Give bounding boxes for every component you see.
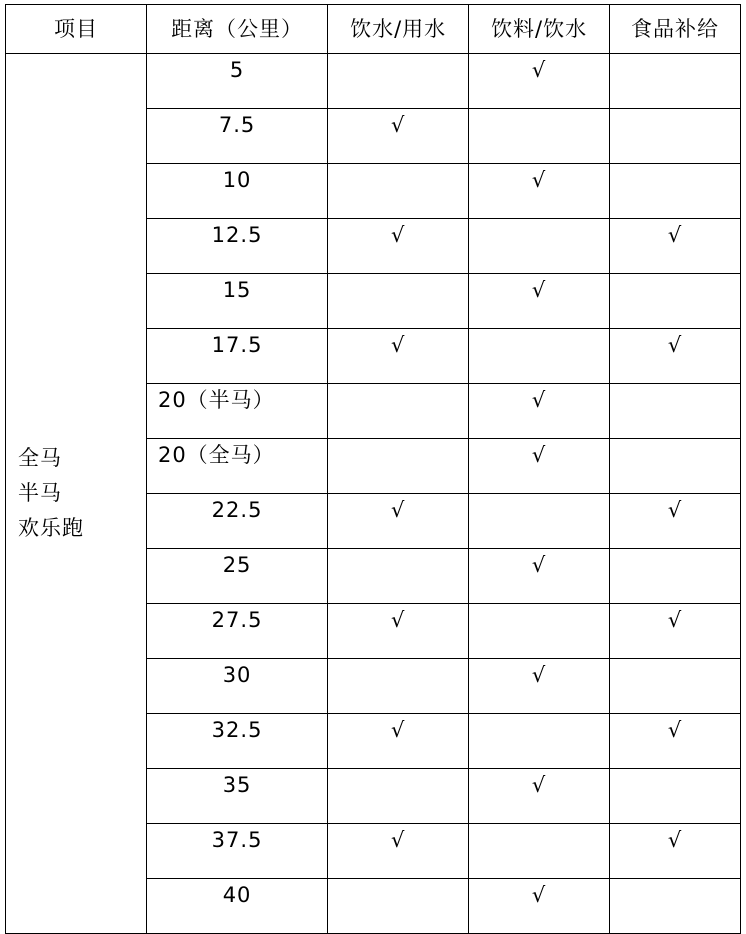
distance-cell: 20（半马） — [146, 384, 327, 439]
table-body — [6, 54, 741, 934]
event-name: 全马 — [18, 446, 62, 470]
distance-cell: 17.5 — [146, 329, 327, 384]
food-cell — [610, 164, 741, 219]
drink-cell: √ — [469, 879, 610, 934]
water-cell: √ — [328, 714, 469, 769]
distance-cell: 22.5 — [146, 494, 327, 549]
distance-cell: 35 — [146, 769, 327, 824]
distance-cell: 10 — [146, 164, 327, 219]
food-cell — [610, 879, 741, 934]
distance-cell: 15 — [146, 274, 327, 329]
drink-cell — [469, 329, 610, 384]
event-list — [6, 448, 146, 539]
drink-cell — [469, 109, 610, 164]
drink-cell: √ — [469, 164, 610, 219]
water-cell — [328, 164, 469, 219]
event-cell — [6, 54, 147, 934]
food-cell: √ — [610, 714, 741, 769]
drink-cell — [469, 604, 610, 659]
drink-cell: √ — [469, 439, 610, 494]
drink-cell — [469, 714, 610, 769]
header-water: 饮水/用水 — [328, 5, 469, 54]
water-cell: √ — [328, 604, 469, 659]
distance-cell: 40 — [146, 879, 327, 934]
drink-cell — [469, 219, 610, 274]
distance-cell: 7.5 — [146, 109, 327, 164]
water-cell — [328, 384, 469, 439]
water-cell: √ — [328, 329, 469, 384]
header-drink: 饮料/饮水 — [469, 5, 610, 54]
food-cell — [610, 769, 741, 824]
table-header — [6, 5, 741, 54]
food-cell: √ — [610, 494, 741, 549]
water-cell — [328, 54, 469, 109]
food-cell — [610, 439, 741, 494]
header-distance: 距离（公里） — [146, 5, 327, 54]
header-event: 项目 — [6, 5, 147, 54]
food-cell — [610, 659, 741, 714]
drink-cell — [469, 494, 610, 549]
distance-cell: 30 — [146, 659, 327, 714]
drink-cell: √ — [469, 274, 610, 329]
distance-cell: 32.5 — [146, 714, 327, 769]
drink-cell: √ — [469, 769, 610, 824]
event-name: 欢乐跑 — [18, 516, 84, 540]
water-cell — [328, 274, 469, 329]
drink-cell — [469, 824, 610, 879]
water-cell: √ — [328, 824, 469, 879]
food-cell — [610, 109, 741, 164]
water-cell: √ — [328, 219, 469, 274]
food-cell: √ — [610, 824, 741, 879]
food-cell — [610, 54, 741, 109]
distance-cell: 27.5 — [146, 604, 327, 659]
food-cell: √ — [610, 604, 741, 659]
water-cell — [328, 879, 469, 934]
drink-cell: √ — [469, 384, 610, 439]
food-cell: √ — [610, 219, 741, 274]
food-cell — [610, 384, 741, 439]
drink-cell: √ — [469, 54, 610, 109]
header-food: 食品补给 — [610, 5, 741, 54]
water-cell: √ — [328, 494, 469, 549]
distance-cell: 20（全马） — [146, 439, 327, 494]
food-cell — [610, 549, 741, 604]
table-row — [6, 54, 741, 109]
supply-station-table — [5, 4, 741, 934]
water-cell: √ — [328, 109, 469, 164]
food-cell — [610, 274, 741, 329]
event-name: 半马 — [18, 481, 62, 505]
drink-cell: √ — [469, 549, 610, 604]
distance-cell: 12.5 — [146, 219, 327, 274]
header-row — [6, 5, 741, 54]
drink-cell: √ — [469, 659, 610, 714]
water-cell — [328, 659, 469, 714]
distance-cell: 5 — [146, 54, 327, 109]
water-cell — [328, 439, 469, 494]
water-cell — [328, 769, 469, 824]
water-cell — [328, 549, 469, 604]
distance-cell: 25 — [146, 549, 327, 604]
food-cell: √ — [610, 329, 741, 384]
distance-cell: 37.5 — [146, 824, 327, 879]
